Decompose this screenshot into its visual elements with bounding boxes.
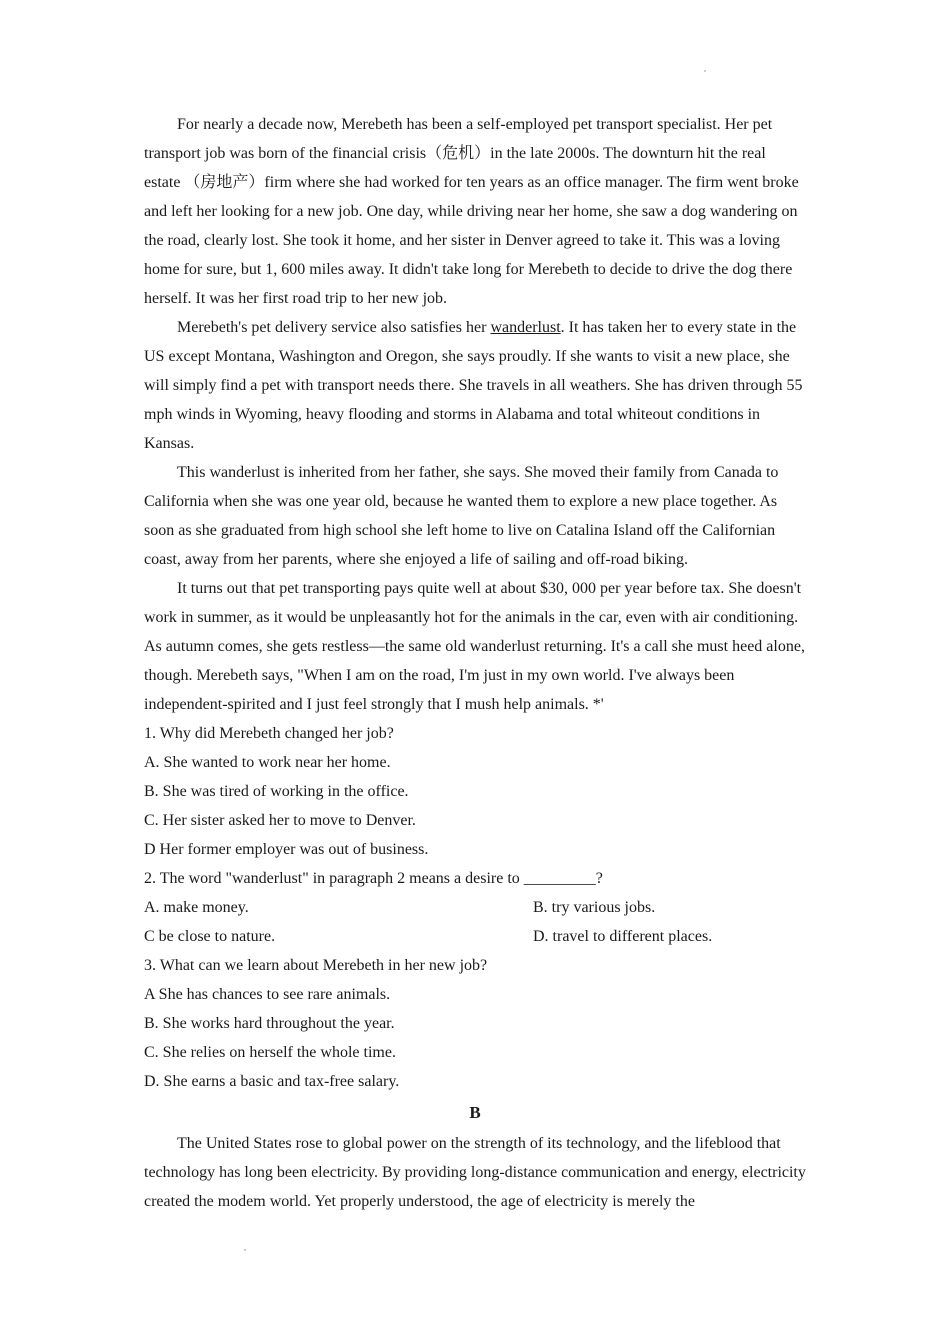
question-2-options-row-1	[144, 893, 806, 922]
question-3-option-c: C. She relies on herself the whole time.	[144, 1044, 396, 1061]
question-2	[144, 864, 806, 951]
passage-a-paragraph-3: This wanderlust is inherited from her father, she says. She moved their family from Canada to California when she was one year old, because he wanted them to explore a new place together. As soon as she graduated from high school she left home to live on Catalina Island off the Californian coast, away from her parents, where she enjoyed a life of sailing and off-road biking.	[144, 464, 779, 568]
question-1-stem: 1. Why did Merebeth changed her job?	[144, 725, 394, 742]
passage-b-paragraph-1: The United States rose to global power on the strength of its technology, and the lifeblood that technology has long been electricity. By providing long-distance communication and energy, electricity created the modem world. Yet properly understood, the age of electricity is merely the	[144, 1135, 806, 1210]
passage-a-paragraph-2	[144, 313, 806, 458]
question-1	[144, 719, 806, 864]
section-b-heading: B	[469, 1103, 481, 1122]
question-2-option-d: D. travel to different places.	[533, 928, 713, 945]
underlined-word-wanderlust: wanderlust	[490, 319, 561, 336]
question-3-option-b: B. She works hard throughout the year.	[144, 1015, 395, 1032]
question-1-option-a: A. She wanted to work near her home.	[144, 754, 391, 771]
passage-a-paragraph-4: It turns out that pet transporting pays quite well at about $30, 000 per year before tax. She doesn't work in summer, as it would be unpleasantly hot for the animals in the car, even with air conditioning. As autumn comes, she gets restless—the same old wanderlust returning. It's a call she must heed alone, though. Merebeth says, "When I am on the road, I'm just in my own world. I've always been independent-spirited and I just feel strongly that I mush help animals. *'	[144, 580, 805, 713]
passage-a-paragraph-1: For nearly a decade now, Merebeth has been a self-employed pet transport specialist. Her pet transport job was born of the financial crisis（危机）in the late 2000s. The downturn hit the real estate （房地产）firm where she had worked for ten years as an office manager. The firm went broke and left her looking for a new job. One day, while driving near her home, she saw a dog wandering on the road, clearly lost. She took it home, and her sister in Denver agreed to take it. This was a loving home for sure, but 1, 600 miles away. It didn't take long for Merebeth to decide to drive the dog there herself. It was her first road trip to her new job.	[144, 116, 799, 307]
question-2-option-b: B. try various jobs.	[533, 899, 656, 916]
question-1-option-c: C. Her sister asked her to move to Denver.	[144, 812, 416, 829]
scan-speck-top	[704, 70, 706, 72]
question-2-option-a: A. make money.	[144, 899, 249, 916]
document-page	[144, 110, 806, 1216]
question-3	[144, 951, 806, 1096]
question-2-option-c: C be close to nature.	[144, 928, 276, 945]
scan-speck-bottom	[244, 1249, 246, 1251]
paragraph-2-rest: . It has taken her to every state in the US except Montana, Washington and Oregon, she says proudly. If she wants to visit a new place, she will simply find a pet with transport needs there. She travels in all weathers. She has driven through 55 mph winds in Wyoming, heavy flooding and storms in Alabama and total whiteout conditions in Kansas.	[144, 319, 803, 452]
question-2-stem: 2. The word "wanderlust" in paragraph 2 means a desire to _________?	[144, 870, 603, 887]
question-1-option-b: B. She was tired of working in the office.	[144, 783, 409, 800]
question-2-options-row-2	[144, 922, 806, 951]
paragraph-2-intro: Merebeth's pet delivery service also satisfies her	[177, 319, 491, 336]
question-3-option-a: A She has chances to see rare animals.	[144, 986, 391, 1003]
question-1-option-d: D Her former employer was out of business.	[144, 841, 429, 858]
question-3-stem: 3. What can we learn about Merebeth in her new job?	[144, 957, 488, 974]
question-3-option-d: D. She earns a basic and tax-free salary.	[144, 1073, 400, 1090]
